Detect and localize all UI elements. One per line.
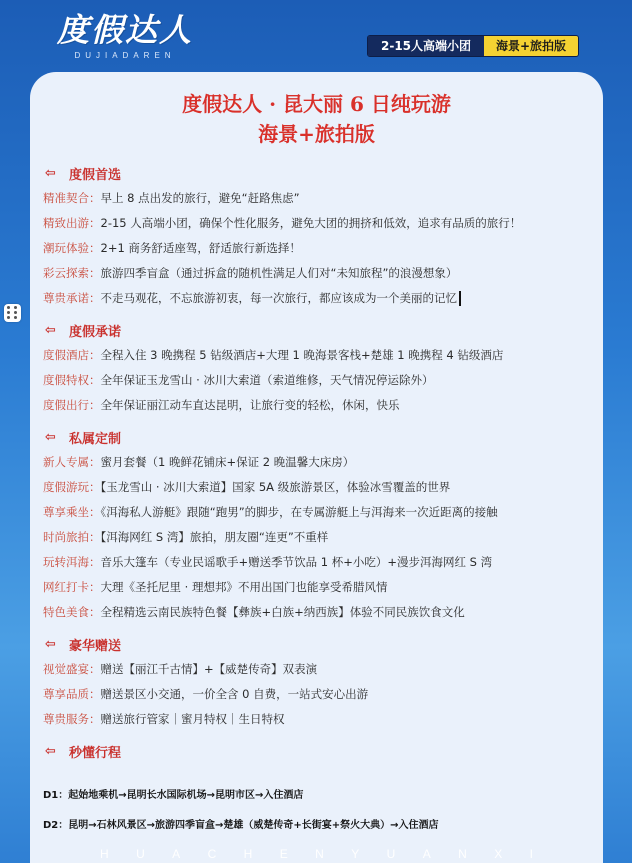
feature-text: 旅游四季盲盒（通过拆盒的随机性满足人们对“未知旅程”的浪漫想象） <box>100 266 458 280</box>
feature-text: 赠送【丽江千古情】+【威楚传奇】双表演 <box>100 662 318 676</box>
feature-text: 大理《圣托尼里 · 理想邦》不用出国门也能享受希腊风情 <box>100 580 388 594</box>
feature-text: 早上 8 点出发的旅行，避免“赶路焦虑” <box>100 191 300 205</box>
arrow-left-icon: ⇦ <box>45 166 56 181</box>
feature-text: 全年保证丽江动车直达昆明，让旅行变的轻松，休闲，快乐 <box>100 398 400 412</box>
arrow-left-icon: ⇦ <box>45 637 56 652</box>
footer-letter: E <box>279 847 288 861</box>
footer-letter: Y <box>351 847 360 861</box>
feature-list <box>30 161 603 834</box>
content-card <box>30 72 603 863</box>
feature-row <box>43 343 597 368</box>
feature-text: 音乐大篷车（专业民谣歌手+赠送季节饮品 1 杯+小吃）+漫步洱海网红 S 湾 <box>100 555 493 569</box>
feature-text: 赠送旅行管家｜蜜月特权｜生日特权 <box>100 712 285 726</box>
section-heading-label: 秒懂行程 <box>69 746 122 761</box>
feature-key: 精致出游： <box>43 216 101 230</box>
feature-key: 尊贵承诺： <box>43 291 101 305</box>
itinerary-day: D1：起始地乘机→昆明长水国际机场→昆明市区→入住酒店 <box>43 790 304 801</box>
section-heading <box>43 739 597 764</box>
feature-key: 度假特权： <box>43 373 101 387</box>
footer-letter: H <box>243 847 253 861</box>
feature-text: 《洱海私人游艇》跟随“跑男”的脚步，在专属游艇上与洱海来一次近距离的接触 <box>100 505 498 519</box>
feature-key: 特色美食： <box>43 605 101 619</box>
feature-key: 玩转洱海： <box>43 555 101 569</box>
feature-text: 2+1 商务舒适座驾，舒适旅行新选择！ <box>100 241 301 255</box>
feature-row <box>43 575 597 600</box>
footer-letter: X <box>494 847 503 861</box>
logo-sub-text: DUJIADAREN <box>74 51 176 60</box>
drag-handle-icon[interactable] <box>4 304 21 322</box>
feature-text: 【洱海网红 S 湾】旅拍，朋友圈“连更”不重样 <box>100 530 329 544</box>
arrow-left-icon: ⇦ <box>45 744 56 759</box>
feature-row <box>43 236 597 261</box>
section-heading-label: 豪华赠送 <box>69 639 122 654</box>
feature-text: 赠送景区小交通，一价全含 0 自费，一站式安心出游 <box>100 687 369 701</box>
tour-badge <box>367 35 579 57</box>
feature-row <box>43 550 597 575</box>
feature-key: 视觉盛宴： <box>43 662 101 676</box>
feature-row <box>43 368 597 393</box>
page-subtitle: 海景+旅拍版 <box>258 122 375 146</box>
feature-row <box>43 707 597 732</box>
feature-text: 2-15 人高端小团，确保个性化服务，避免大团的拥挤和低效，追求有品质的旅行！ <box>100 216 522 230</box>
feature-text: 蜜月套餐（1 晚鲜花铺床+保证 2 晚温馨大床房） <box>100 455 355 469</box>
feature-key: 度假游玩： <box>43 480 101 494</box>
logo-main-text: 度假达人 <box>56 11 193 49</box>
footer-letters <box>30 846 603 863</box>
feature-row <box>43 450 597 475</box>
feature-text: 【玉龙雪山 · 冰川大索道】国家 5A 级旅游景区，体验冰雪覆盖的世界 <box>100 480 451 494</box>
footer-letter: H <box>100 847 109 861</box>
footer-letter: I <box>529 847 533 861</box>
page-title: 度假达人 · 昆大丽 6 日纯玩游 <box>182 92 451 116</box>
feature-row <box>43 682 597 707</box>
header <box>0 0 632 70</box>
badge-group-size: 2-15人高端小团 <box>368 36 484 56</box>
arrow-left-icon: ⇦ <box>45 323 56 338</box>
feature-row <box>43 211 597 236</box>
footer-letter: N <box>315 847 324 861</box>
section-heading <box>43 318 597 343</box>
itinerary-day: D2：昆明→石林风景区→旅游四季盲盒→楚雄（威楚传奇+长街宴+祭火大典）→入住酒店 <box>43 820 439 831</box>
section-heading-label: 度假首选 <box>69 168 122 183</box>
feature-text: 全程精选云南民族特色餐【彝族+白族+纳西族】体验不同民族饮食文化 <box>100 605 465 619</box>
footer-letter: U <box>386 847 396 861</box>
text-cursor <box>459 291 461 306</box>
feature-key: 时尚旅拍： <box>43 530 101 544</box>
feature-row <box>43 500 597 525</box>
feature-text: 全年保证玉龙雪山 · 冰川大索道（索道维修，天气情况停运除外） <box>100 373 434 387</box>
section-heading <box>43 425 597 450</box>
badge-edition: 海景+旅拍版 <box>484 36 578 56</box>
footer-letter: C <box>207 847 217 861</box>
arrow-left-icon: ⇦ <box>45 430 56 445</box>
feature-row <box>43 475 597 500</box>
feature-key: 新人专属： <box>43 455 101 469</box>
feature-row <box>43 286 597 311</box>
section-heading <box>43 161 597 186</box>
logo <box>50 10 200 61</box>
feature-key: 尊享品质： <box>43 687 101 701</box>
feature-row <box>43 525 597 550</box>
feature-row <box>43 186 597 211</box>
feature-key: 彩云探索： <box>43 266 101 280</box>
footer-letter: U <box>136 847 145 861</box>
feature-text: 全程入住 3 晚携程 5 钻级酒店+大理 1 晚海景客栈+楚雄 1 晚携程 4 钻级酒店 <box>100 348 504 362</box>
feature-key: 尊贵服务： <box>43 712 101 726</box>
feature-key: 网红打卡： <box>43 580 101 594</box>
feature-key: 潮玩体验： <box>43 241 101 255</box>
section-heading-label: 私属定制 <box>69 432 122 447</box>
feature-key: 度假酒店： <box>43 348 101 362</box>
section-heading-label: 度假承诺 <box>69 325 122 340</box>
feature-row <box>43 657 597 682</box>
feature-key: 尊享乘坐： <box>43 505 101 519</box>
feature-row <box>43 600 597 625</box>
feature-text: 不走马观花，不忘旅游初衷，每一次旅行，都应该成为一个美丽的记忆 <box>100 291 457 305</box>
feature-row <box>43 261 597 286</box>
section-heading <box>43 632 597 657</box>
footer-letter: A <box>422 847 431 861</box>
feature-row <box>43 393 597 418</box>
feature-key: 度假出行： <box>43 398 101 412</box>
feature-key: 精准契合： <box>43 191 101 205</box>
footer-letter: A <box>172 847 181 861</box>
footer-letter: N <box>458 847 467 861</box>
